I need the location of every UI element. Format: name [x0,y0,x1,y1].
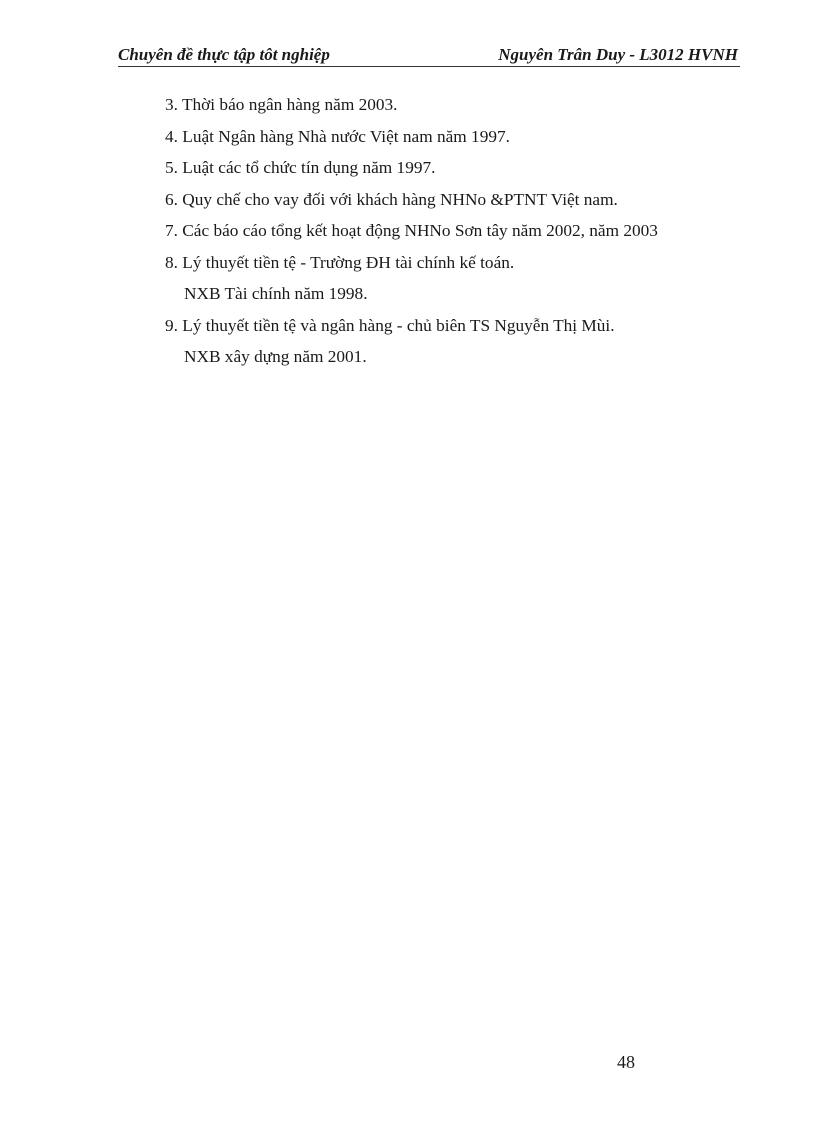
reference-publisher: NXB xây dựng năm 2001. [184,347,367,366]
reference-item: 5. Luật các tổ chức tín dụng năm 1997. [165,158,436,177]
reference-publisher: NXB Tài chính năm 1998. [184,284,368,303]
reference-item: 9. Lý thuyết tiền tệ và ngân hàng - chủ biên TS Nguyễn Thị Mùi. [165,315,615,335]
reference-item: 6. Quy chế cho vay đối với khách hàng NHNo &PTNT Việt nam. [165,189,618,209]
reference-item: 3. Thời báo ngân hàng năm 2003. [165,95,398,114]
reference-list [165,89,658,373]
reference-item: 7. Các báo cáo tổng kết hoạt động NHNo Sơn tây năm 2002, năm 2003 [165,221,658,240]
header-document-title: Chuyên đề thực tập tôt nghiệp [118,45,330,64]
page-header [118,42,740,67]
page-number: 48 [617,1052,635,1072]
header-author: Nguyên Trân Duy - L3012 HVNH [498,45,738,64]
reference-item: 8. Lý thuyết tiền tệ - Trường ĐH tài chính kế toán. [165,252,515,272]
reference-item: 4. Luật Ngân hàng Nhà nước Việt nam năm 1997. [165,126,510,146]
